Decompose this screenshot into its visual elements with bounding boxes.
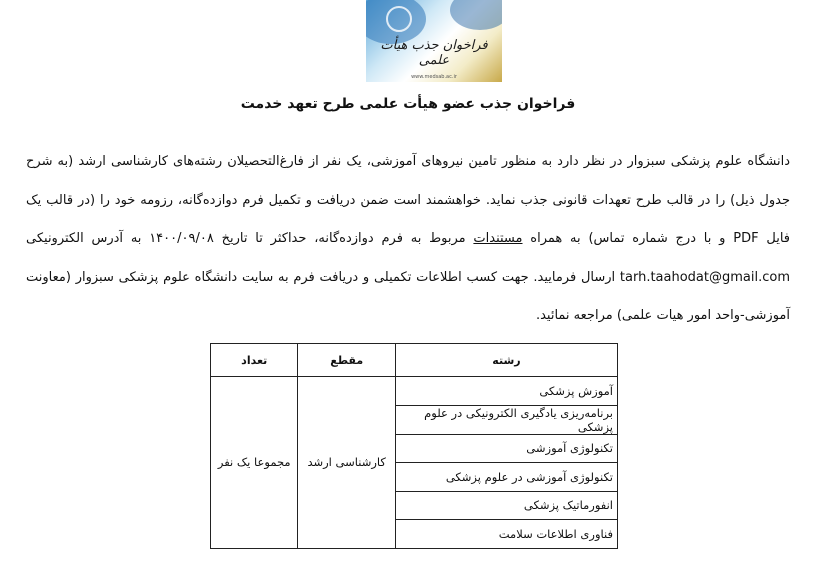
banner-url: www.medsab.ac.ir: [411, 74, 457, 80]
paragraph-part-1: دانشگاه علوم پزشکی سبزوار در نظر دارد به منظور تامین نیروهای آموزشی، یک نفر از فارغ‌التحصیلان رشته‌های کارشناسی ارشد (به شرح جدول ذیل) را در قالب طرح تعهدات قانونی جذب نماید. خواهشمند است ضمن دریافت و تکمیل فرم دوازده‌گانه، رزومه خود را (در قالب یک فایل PDF و با درج شماره تماس) به همراه: [26, 154, 790, 246]
table-header-row: [211, 344, 618, 377]
documents-underlined: مستندات: [473, 231, 523, 246]
major-cell: فناوری اطلاعات سلامت: [395, 520, 617, 549]
paragraph-part-2: مربوط به فرم دوازده‌گانه، حداکثر تا تاریخ ۱۴۰۰/۰۹/۰۸ به آدرس الکترونیکی: [26, 231, 466, 246]
majors-table: [210, 343, 618, 549]
header-count: تعداد: [211, 344, 298, 377]
announcement-paragraph: [26, 143, 790, 336]
header-major: رشته: [395, 344, 617, 377]
header-banner-image: [366, 0, 502, 82]
paragraph-part-3: ارسال فرمایید. جهت کسب اطلاعات تکمیلی و دریافت فرم به سایت دانشگاه علوم پزشکی سبزوار (معاونت آموزشی-واحد امور هیات علمی) مراجعه نمائید.: [26, 269, 790, 323]
page-title: فراخوان جذب عضو هیأت علمی طرح تعهد خدمت: [240, 96, 576, 112]
banner-title: فراخوان جذب هیأت علمی: [380, 38, 488, 68]
header-level: مقطع: [298, 344, 395, 377]
banner-decoration: [386, 6, 412, 32]
major-cell: آموزش پزشکی: [395, 377, 617, 406]
major-cell: تکنولوژی آموزشی: [395, 434, 617, 463]
banner-decoration: [450, 0, 502, 30]
major-cell: تکنولوژی آموزشی در علوم پزشکی: [395, 463, 617, 492]
table-row: [211, 377, 618, 406]
level-cell: کارشناسی ارشد: [298, 377, 395, 549]
major-cell: انفورماتیک پزشکی: [395, 491, 617, 520]
major-cell: برنامه‌ریزی یادگیری الکترونیکی در علوم پزشکی: [395, 405, 617, 434]
count-cell: مجموعا یک نفر: [211, 377, 298, 549]
contact-email[interactable]: tarh.taahodat@gmail.com: [619, 269, 790, 285]
